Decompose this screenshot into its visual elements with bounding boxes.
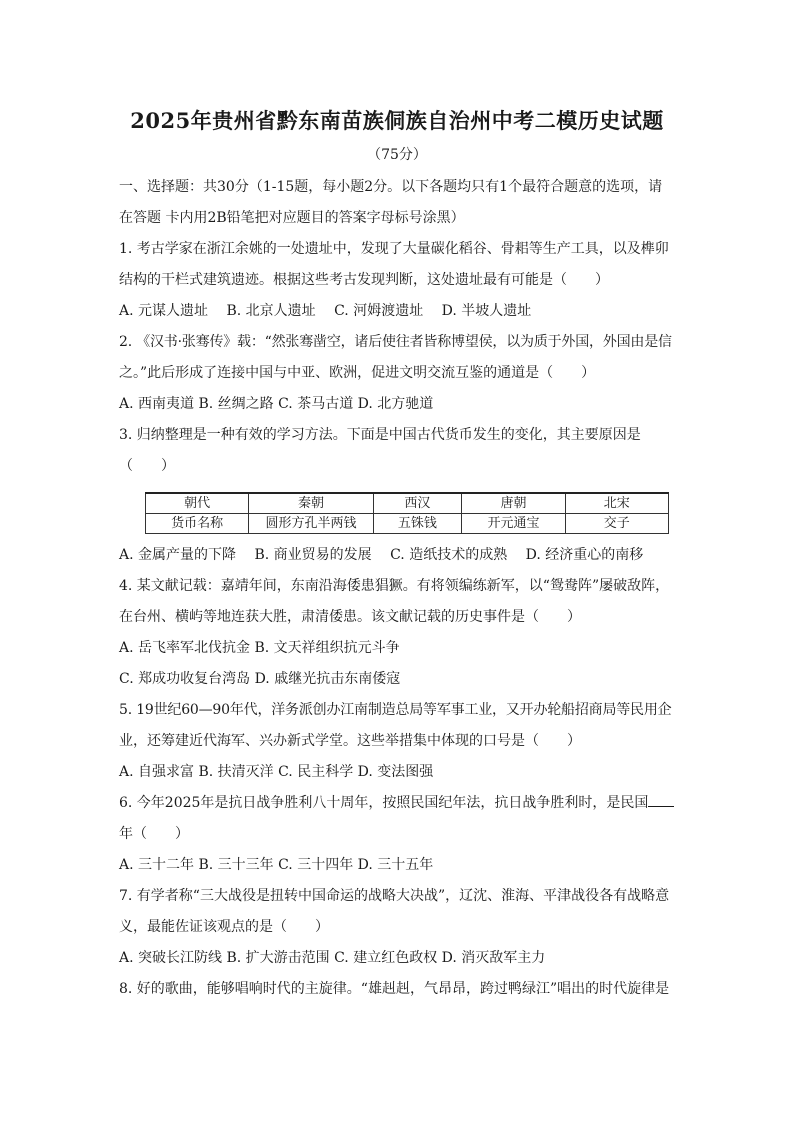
q7-stem-line2: 义，最能佐证该观点的是（ ）	[119, 919, 329, 935]
exam-content	[119, 172, 675, 1005]
q5-stem-line1: 5. 19世纪60—90年代，洋务派创办江南制造总局等军事工业，又开办轮船招商局等民用企	[119, 702, 672, 718]
q4-options-line1: A. 岳飞率军北伐抗金 B. 文天祥组织抗元斗争	[119, 640, 400, 656]
currency-table	[145, 492, 669, 534]
q4-options-line2: C. 郑成功收复台湾岛 D. 戚继光抗击东南倭寇	[119, 671, 401, 687]
q7-stem-line1: 7. 有学者称“三大战役是扭转中国命运的战略大决战”，辽沈、淮海、平津战役各有战略意	[119, 888, 670, 904]
table-cell: 朝代	[146, 493, 249, 514]
table-cell: 货币名称	[146, 514, 249, 534]
q3-stem-line1: 3. 归纳整理是一种有效的学习方法。下面是中国古代货币发生的变化，其主要原因是	[119, 427, 641, 443]
table-cell: 北宋	[565, 493, 668, 514]
table-cell: 秦朝	[249, 493, 373, 514]
q3-stem-line2: （ ）	[119, 458, 175, 474]
table-cell: 西汉	[373, 493, 462, 514]
answer-blank	[648, 792, 674, 807]
q6-options: A. 三十二年 B. 三十三年 C. 三十四年 D. 三十五年	[119, 857, 434, 873]
table-cell: 唐朝	[462, 493, 565, 514]
table-cell: 交子	[565, 514, 668, 534]
table-row	[146, 514, 669, 534]
q4-stem-line2: 在台州、横屿等地连获大胜，肃清倭患。该文献记载的历史事件是（ ）	[119, 609, 581, 625]
total-score: （75分）	[367, 147, 427, 163]
q8-stem-line1: 8. 好的歌曲，能够唱响时代的主旋律。“雄赳赳，气昂昂，跨过鸭绿江”唱出的时代旋律是	[119, 981, 670, 997]
table-cell: 圆形方孔半两钱	[249, 514, 373, 534]
q6-stem-line1	[119, 788, 675, 819]
section-instruction-line1: 一、选择题：共30分（1-15题，每小题2分。以下各题均只有1个最符合题意的选项，请	[119, 179, 663, 195]
q6-stem-line2: 年（ ）	[119, 826, 189, 842]
section-instruction-line2: 在答题 卡内用2B铅笔把对应题目的答案字母标号涂黑）	[119, 210, 465, 226]
q2-options: A. 西南夷道 B. 丝绸之路 C. 茶马古道 D. 北方驰道	[119, 396, 434, 412]
q2-stem-line2: 之。”此后形成了连接中国与中亚、欧洲，促进文明交流互鉴的通道是（ ）	[119, 365, 596, 381]
q1-stem-line1: 1. 考古学家在浙江余姚的一处遗址中，发现了大量碳化稻谷、骨耜等生产工具，以及榫卯	[119, 241, 669, 257]
q6-stem-text: 6. 今年2025年是抗日战争胜利八十周年，按照民国纪年法，抗日战争胜利时，是民国	[119, 795, 649, 811]
table-cell: 五铢钱	[373, 514, 462, 534]
q1-options: A. 元谋人遗址 B. 北京人遗址 C. 河姆渡遗址 D. 半坡人遗址	[119, 303, 532, 319]
q7-options: A. 突破长江防线 B. 扩大游击范围 C. 建立红色政权 D. 消灭敌军主力	[119, 950, 546, 966]
q4-stem-line1: 4. 某文献记载：嘉靖年间，东南沿海倭患猖獗。有将领编练新军，以“鸳鸯阵”屡破敌阵，	[119, 578, 670, 594]
table-header-row	[146, 493, 669, 514]
table-cell: 开元通宝	[462, 514, 565, 534]
q2-stem-line1: 2. 《汉书·张骞传》载：“然张骞凿空，诸后使往者皆称博望侯，以为质于外国，外国由是信	[119, 334, 672, 350]
page-title: 2025年贵州省黔东南苗族侗族自治州中考二模历史试题	[130, 108, 664, 133]
q1-stem-line2: 结构的干栏式建筑遗迹。根据这些考古发现判断，这处遗址最有可能是（ ）	[119, 272, 609, 288]
q5-options: A. 自强求富 B. 扶清灭洋 C. 民主科学 D. 变法图强	[119, 764, 434, 780]
q5-stem-line2: 业，还筹建近代海军、兴办新式学堂。这些举措集中体现的口号是（ ）	[119, 733, 581, 749]
q3-options: A. 金属产量的下降 B. 商业贸易的发展 C. 造纸技术的成熟 D. 经济重心的南移	[119, 547, 644, 563]
